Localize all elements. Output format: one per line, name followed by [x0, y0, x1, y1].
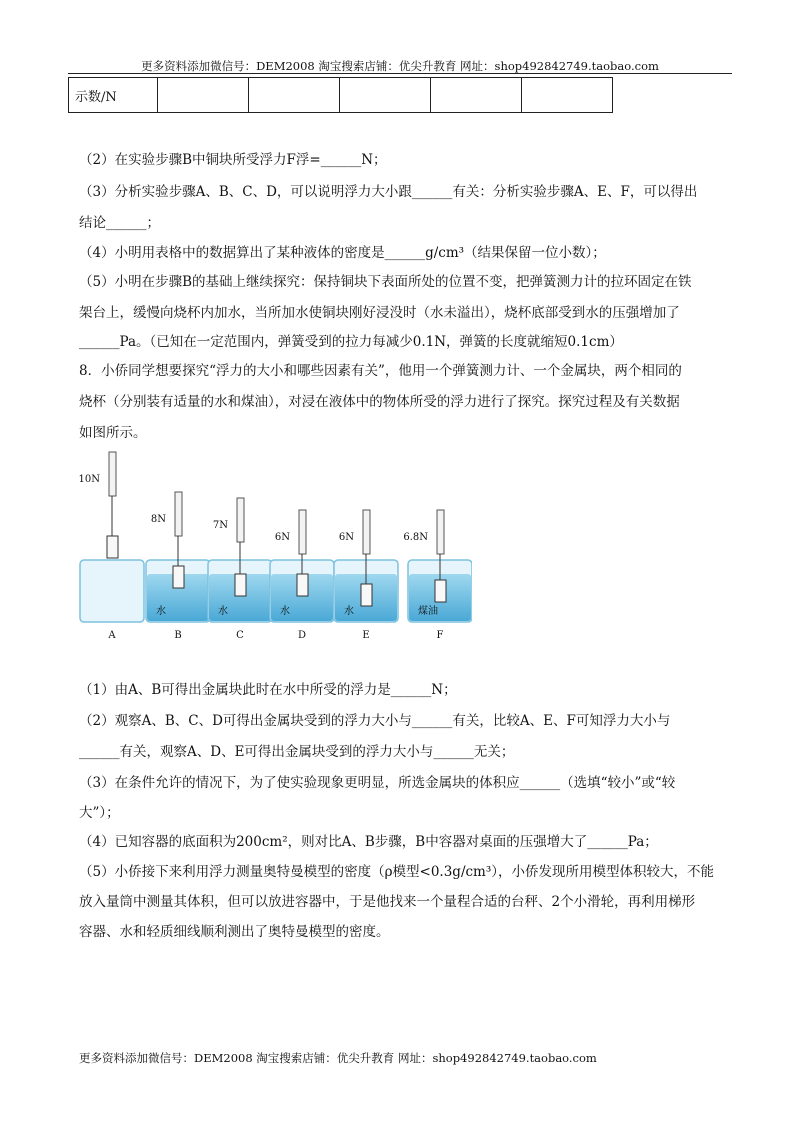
table-row — [69, 78, 613, 113]
table-cell — [431, 78, 522, 113]
step-label: F — [436, 630, 444, 641]
spring-meter — [175, 492, 182, 536]
text-line: （5）小明在步骤B的基础上继续探究：保持铜块下表面所处的位置不变，把弹簧测力计的拉环固定在铁 — [79, 274, 692, 290]
experiment-figure — [72, 448, 472, 644]
step-label: C — [236, 630, 244, 641]
text-line: （2）观察A、B、C、D可得出金属块受到的浮力大小与______有关，比较A、E、F可知浮力大小与 — [79, 713, 671, 729]
question-8-line: 8．小侨同学想要探究“浮力的大小和哪些因素有关”，他用一个弹簧测力计、一个金属块，两个相同的 — [79, 363, 682, 379]
liquid-label: 水 — [280, 606, 290, 617]
metal-block — [435, 580, 446, 602]
meter-reading: 6.8N — [403, 532, 428, 543]
text-line: 烧杯（分别装有适量的水和煤油），对浸在液体中的物体所受的浮力进行了探究。探究过程及有关数据 — [79, 394, 680, 410]
meter-reading: 8N — [150, 514, 166, 525]
step-label: B — [174, 630, 182, 641]
metal-block — [107, 536, 118, 558]
metal-block — [297, 574, 308, 596]
text-line: 容器、水和轻质细线顺利测出了奥特曼模型的密度。 — [79, 924, 390, 940]
text-line: 如图所示。 — [79, 425, 147, 441]
text-line: （4）已知容器的底面积为200cm²，则对比A、B步骤，B中容器对桌面的压强增大了______Pa； — [79, 834, 658, 850]
meter-reading: 6N — [274, 532, 290, 543]
meter-reading: 7N — [212, 520, 228, 531]
spring-meter — [109, 452, 116, 496]
text-line: 大”）； — [79, 805, 120, 821]
text-line: （4）小明用表格中的数据算出了某种液体的密度是______g/cm³（结果保留一位小数）； — [79, 245, 606, 261]
spring-meter — [237, 498, 244, 542]
metal-block — [173, 566, 184, 588]
step-label: E — [362, 630, 370, 641]
text-line: （3）分析实验步骤A、B、C、D，可以说明浮力大小跟______有关：分析实验步骤A、E、F，可以得出 — [79, 184, 698, 200]
metal-block — [235, 574, 246, 596]
text-line: ______有关，观察A、D、E可得出金属块受到的浮力大小与______无关； — [79, 744, 515, 760]
beaker — [80, 560, 144, 622]
text-line: 结论______； — [79, 215, 160, 231]
spring-meter — [363, 510, 370, 554]
meter-reading: 10N — [78, 474, 100, 485]
table-cell — [340, 78, 431, 113]
step-label: D — [297, 630, 307, 641]
header-rule — [68, 73, 732, 74]
table-cell — [158, 78, 249, 113]
text-line: 架台上，缓慢向烧杯内加水，当所加水使铜块刚好浸没时（水未溢出），烧杯底部受到水的压强增加了 — [79, 305, 680, 321]
text-line: （3）在条件允许的情况下，为了使实验现象更明显，所选金属块的体积应______（选填“较小”或“较 — [79, 775, 676, 791]
text-line: （2）在实验步骤B中铜块所受浮力F浮=______N； — [79, 152, 387, 168]
step-label: A — [108, 630, 116, 641]
page-footer: 更多资料添加微信号：DEM2008 淘宝搜索店铺：优尖升教育 网址：shop492842749.taobao.com — [79, 1051, 597, 1065]
page-header: 更多资料添加微信号：DEM2008 淘宝搜索店铺：优尖升教育 网址：shop492842749.taobao.com — [141, 59, 659, 73]
liquid-label: 煤油 — [418, 606, 438, 617]
text-line: （5）小侨接下来利用浮力测量奥特曼模型的密度（ρ模型<0.3g/cm³），小侨发现所用模型体积较大，不能 — [79, 864, 715, 880]
meter-reading: 6N — [338, 532, 354, 543]
table-cell — [249, 78, 340, 113]
liquid-label: 水 — [344, 606, 354, 617]
liquid-label: 水 — [218, 606, 228, 617]
spring-meter — [437, 510, 444, 554]
text-line: ______Pa。（已知在一定范围内，弹簧受到的拉力每减少0.1N，弹簧的长度就缩短0.1cm） — [79, 334, 623, 350]
spring-meter — [299, 510, 306, 554]
data-table — [68, 77, 613, 113]
liquid-label: 水 — [156, 606, 166, 617]
table-cell — [522, 78, 613, 113]
text-line: 放入量筒中测量其体积，但可以放进容器中，于是他找来一个量程合适的台秤、2个小滑轮，再利用梯形 — [79, 894, 696, 910]
metal-block — [361, 584, 372, 606]
text-line: （1）由A、B可得出金属块此时在水中所受的浮力是______N； — [79, 682, 457, 698]
table-row-label: 示数/N — [69, 78, 158, 113]
